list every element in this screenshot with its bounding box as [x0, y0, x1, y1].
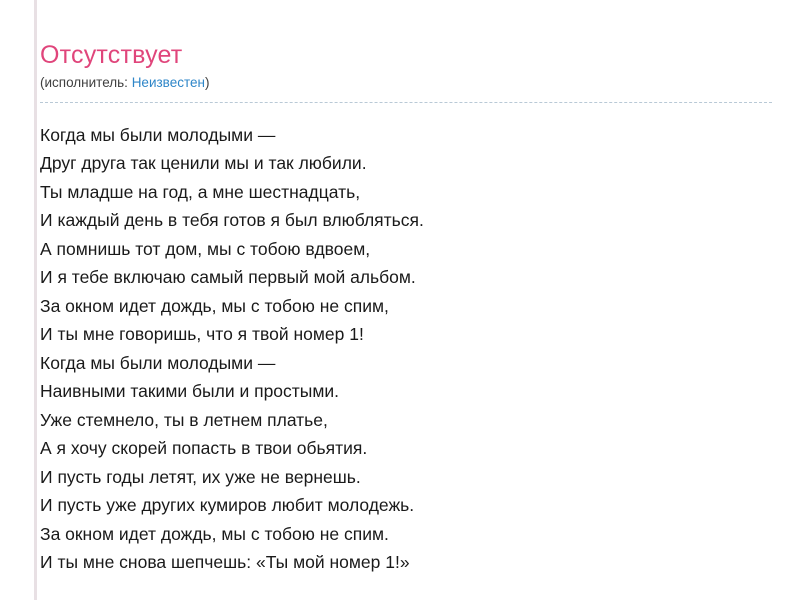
- lyrics-line: Наивными такими были и простыми.: [40, 381, 340, 402]
- lyrics-line: Когда мы были молодыми —: [40, 124, 276, 145]
- lyrics-list: [40, 121, 772, 577]
- lyrics-line: А я хочу скорей попасть в твои обьятия.: [40, 438, 368, 459]
- lyrics-line: Друг друга так ценили мы и так любили.: [40, 153, 367, 174]
- artist-link[interactable]: Неизвестен: [131, 75, 205, 90]
- lyrics-line: И каждый день в тебя готов я был влюбляться.: [40, 210, 424, 231]
- lyrics-line: Когда мы были молодыми —: [40, 352, 276, 373]
- lyrics-line: А помнишь тот дом, мы с тобою вдвоем,: [40, 238, 371, 259]
- lyrics-line: Ты младше на год, а мне шестнадцать,: [40, 181, 361, 202]
- divider: [40, 102, 772, 103]
- lyrics-line: За окном идет дождь, мы с тобою не спим,: [40, 295, 389, 316]
- artist-line: [40, 74, 772, 102]
- artist-label-suffix: ): [204, 75, 210, 90]
- lyrics-line: И пусть годы летят, их уже не вернешь.: [40, 466, 361, 487]
- left-accent-bar: [34, 0, 37, 600]
- lyrics-line: И ты мне говоришь, что я твой номер 1!: [40, 324, 364, 345]
- lyrics-line: За окном идет дождь, мы с тобою не спим.: [40, 523, 389, 544]
- lyrics-line: Уже стемнело, ты в летнем платье,: [40, 409, 328, 430]
- slide-content: [40, 40, 772, 577]
- page-title: Отсутствует: [40, 41, 183, 69]
- lyrics-line: И пусть уже других кумиров любит молодежь.: [40, 495, 415, 516]
- lyrics-line: И ты мне снова шепчешь: «Ты мой номер 1!»: [40, 552, 410, 573]
- lyrics-line: И я тебе включаю самый первый мой альбом.: [40, 267, 416, 288]
- artist-label-prefix: (исполнитель:: [40, 75, 132, 90]
